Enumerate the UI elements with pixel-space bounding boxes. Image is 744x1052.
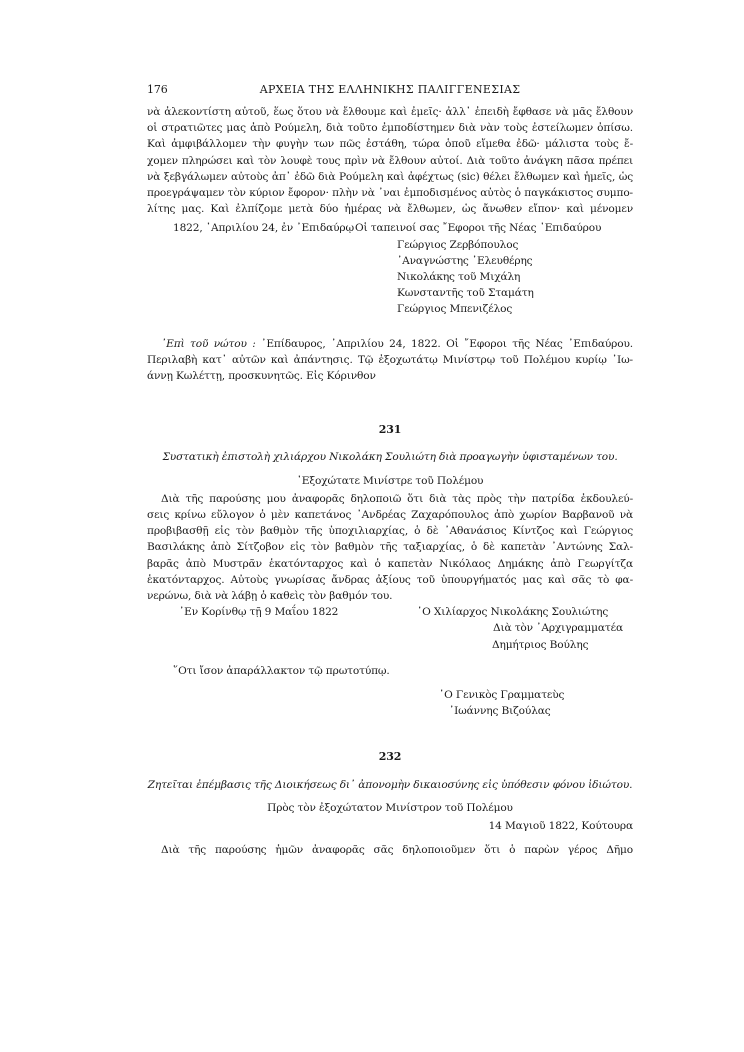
signatory: Γεώργιος Ζερβόπουλος xyxy=(397,238,519,251)
doc-231-number: 231 xyxy=(378,423,402,437)
signatory: Νικολάκης τοῦ Μιχάλη xyxy=(397,271,521,283)
doc-232-title: Ζητεῖται ἐπέμβασις τῆς Διοικήσεως δι᾽ ἀπονομὴν δικαιοσύνης εἰς ὑπόθεσιν φόνου ἰδιώτου. xyxy=(147,778,633,791)
doc-232-salutation: Πρὸς τὸν ἐξοχώτατον Μινίστρον τοῦ Πολέμου xyxy=(267,801,513,814)
text-line: νερώνω, διὰ νὰ λάβῃ ὁ καθεὶς τὸν βαθμόν του. xyxy=(147,590,393,602)
text-line: νὰ ἀλεκοντίστη αὐτοῦ, ἕως ὅτου νὰ ἔλθουμε καὶ ἐμεῖς· ἀλλ᾽ ἐπειδὴ ἔφθασε νὰ μᾶς ἔλθουν xyxy=(147,106,633,118)
doc-230-signatories xyxy=(397,237,633,318)
doc-231-signature-row xyxy=(147,604,633,620)
signatory: Κωνσταντῆς τοῦ Σταμάτη xyxy=(397,287,534,300)
address-label: ᾽Επὶ τοῦ νώτου : xyxy=(161,337,256,350)
doc-230-signature-row xyxy=(147,220,633,236)
doc-231-salutation: ᾽Εξοχώτατε Μινίστρε τοῦ Πολέμου xyxy=(296,474,484,487)
address-line-1-text: ᾽Επίδαυρος, ᾽Απριλίου 24, 1822. Οἱ ῎Εφοροι τῆς Νέας ᾽Επιδαύρου. xyxy=(255,337,633,350)
doc-230-signature-line: Οἱ ταπεινοί σας ῎Εφοροι τῆς Νέας ᾽Επιδαύρου xyxy=(355,222,602,235)
text-line: Διὰ τῆς παρούσης μου ἀναφορᾶς δηλοποιῶ ὅτι διὰ τὰς πρὸς τὴν πατρίδα ἐκδουλεύ- xyxy=(161,492,633,505)
text-line: βαρᾶς ἀπὸ Μυστρᾶν ἑκατόνταρχος καὶ ὁ καπετὰν Νικόλαος Δημάκης ἀπὸ Γεωργίτζα xyxy=(147,557,633,570)
doc-231-copy-note: ῞Οτι ἴσον ἀπαράλλακτον τῷ πρωτοτύπῳ. xyxy=(173,664,390,677)
address-line-1 xyxy=(147,336,633,352)
text-line: προεγράψαμεν τὸν κύριον ἔφορον· πλὴν νὰ ᾽ναι ἐμποδισμένος αὐτὸς ὁ παγκάκιστος συμπο- xyxy=(147,187,633,200)
doc-232-body xyxy=(147,842,633,858)
page-number: 176 xyxy=(147,83,168,96)
doc-231-signer: ῾Ο Χιλίαρχος Νικολάκης Σουλιώτης xyxy=(417,606,609,619)
doc-232-date: 14 Μαγιοῦ 1822, Κούτουρα xyxy=(488,820,633,833)
address-line-3: άννῃ Κωλέττῃ, προσκυνητῶς. Εἰς Κόρινθον xyxy=(147,369,376,382)
signatory: ᾽Αναγνώστης ᾽Ελευθέρης xyxy=(397,254,533,267)
doc-231-date: ᾽Εν Κορίνθῳ τῇ 9 Μαΐου 1822 xyxy=(179,606,339,619)
doc-231-signer-via: Διὰ τὸν ᾽Αρχιγραμματέα xyxy=(493,622,623,635)
text-line: Βασιλάκης ἀπὸ Σίτζοβον εἰς τὸν βαθμὸν τῆς ταξιαρχίας, ὁ δὲ καπετὰν ᾽Αντώνης Σαλ- xyxy=(147,541,633,554)
document-page xyxy=(147,82,633,858)
doc-230-date: 1822, ᾽Απριλίου 24, ἐν ᾽Επιδαύρῳ xyxy=(173,222,354,235)
running-title: ΑΡΧΕΙΑ ΤΗΣ ΕΛΛΗΝΙΚΗΣ ΠΑΛΙΓΓΕΝΕΣΙΑΣ xyxy=(259,83,521,96)
address-line-2: Περιλαβὴ κατ᾽ αὐτῶν καὶ ἀπάντησις. Τῷ ἐξοχωτάτῳ Μινίστρῳ τοῦ Πολέμου κυρίῳ ᾽Ιω- xyxy=(147,353,633,366)
text-line: προβιβασθῇ εἰς τὸν βαθμὸν τῆς ὑποχιλιαρχίας, ὁ δὲ ᾽Αθανάσιος Κίντζος καὶ Γεώργιος xyxy=(147,525,633,538)
doc-232-number: 232 xyxy=(378,750,402,764)
page-header xyxy=(147,82,633,104)
doc-230-continuation xyxy=(147,104,633,384)
doc-230-body xyxy=(147,104,633,217)
text-line: χομεν πληρώσει καὶ τὸν λουφὲ τους πρὶν νὰ ἔλθουν αὐτοί. Διὰ τοῦτο ἀνάγκη πᾶσα πρέπει xyxy=(147,154,633,167)
doc-231-general-name: ᾽Ιωάννης Βιζούλας xyxy=(449,705,551,718)
text-line: οἱ στρατιῶτες μας ἀπὸ Ρούμελη, διὰ τοῦτο ἐμποδίστημεν διὰ νὰν τοὺς ἐστείλωμεν ὀπίσω. xyxy=(147,122,633,135)
text-line: λίτης μας. Καὶ ἐλπίζομε μετὰ δύο ἡμέρας νὰ ἔλθωμεν, ὡς ἄνωθεν εἴπον· καὶ μένομεν xyxy=(147,203,633,216)
doc-231-signer-secretary: Δημήτριος Βούλης xyxy=(492,638,589,651)
doc-231-title: Συστατικὴ ἐπιστολὴ χιλιάρχου Νικολάκη Σουλιώτη διὰ προαγωγὴν ὑφισταμένων του. xyxy=(162,451,618,464)
doc-231-body xyxy=(147,491,633,604)
text-line: σεις κρίνω εὔλογον ὁ μὲν καπετάνος ᾽Ανδρέας Ζαχαρόπουλος ἀπὸ χωρίον Βαρβανοῦ νὰ xyxy=(147,508,633,521)
text-line: ἑκατόνταρχος. Αὐτοὺς γνωρίσας ἄνδρας ἀξίους τοῦ ὑπουργήματός μας καὶ σᾶς τὸ φα- xyxy=(147,573,633,586)
doc-231-general-title: ῾Ο Γενικὸς Γραμματεὺς xyxy=(439,689,565,702)
doc-230-address xyxy=(147,336,633,385)
text-line: Διὰ τῆς παρούσης ἡμῶν ἀναφορᾶς σᾶς δηλοποιοῦμεν ὅτι ὁ παρὼν γέρος Δῆμο xyxy=(161,844,633,857)
doc-231 xyxy=(147,422,633,719)
text-line: Καὶ ἀμφιβάλλομεν τὴν φυγὴν των πῶς ἐστάθη, τώρα ὁποῦ εἴμεθα ἐδῶ· μάλιστα τοὺς ἔ- xyxy=(147,138,633,151)
doc-232 xyxy=(147,749,633,858)
text-line: νὰ ξεβγάλωμεν αὐτοὺς ἀπ᾽ ἐδῶ διὰ Ρούμελη καὶ ἀφέχτως (sic) θέλει ἔλθωμεν καὶ ἡμεῖς, ὡς xyxy=(147,170,633,183)
signatory: Γεώργιος Μπενιζέλος xyxy=(397,303,513,316)
